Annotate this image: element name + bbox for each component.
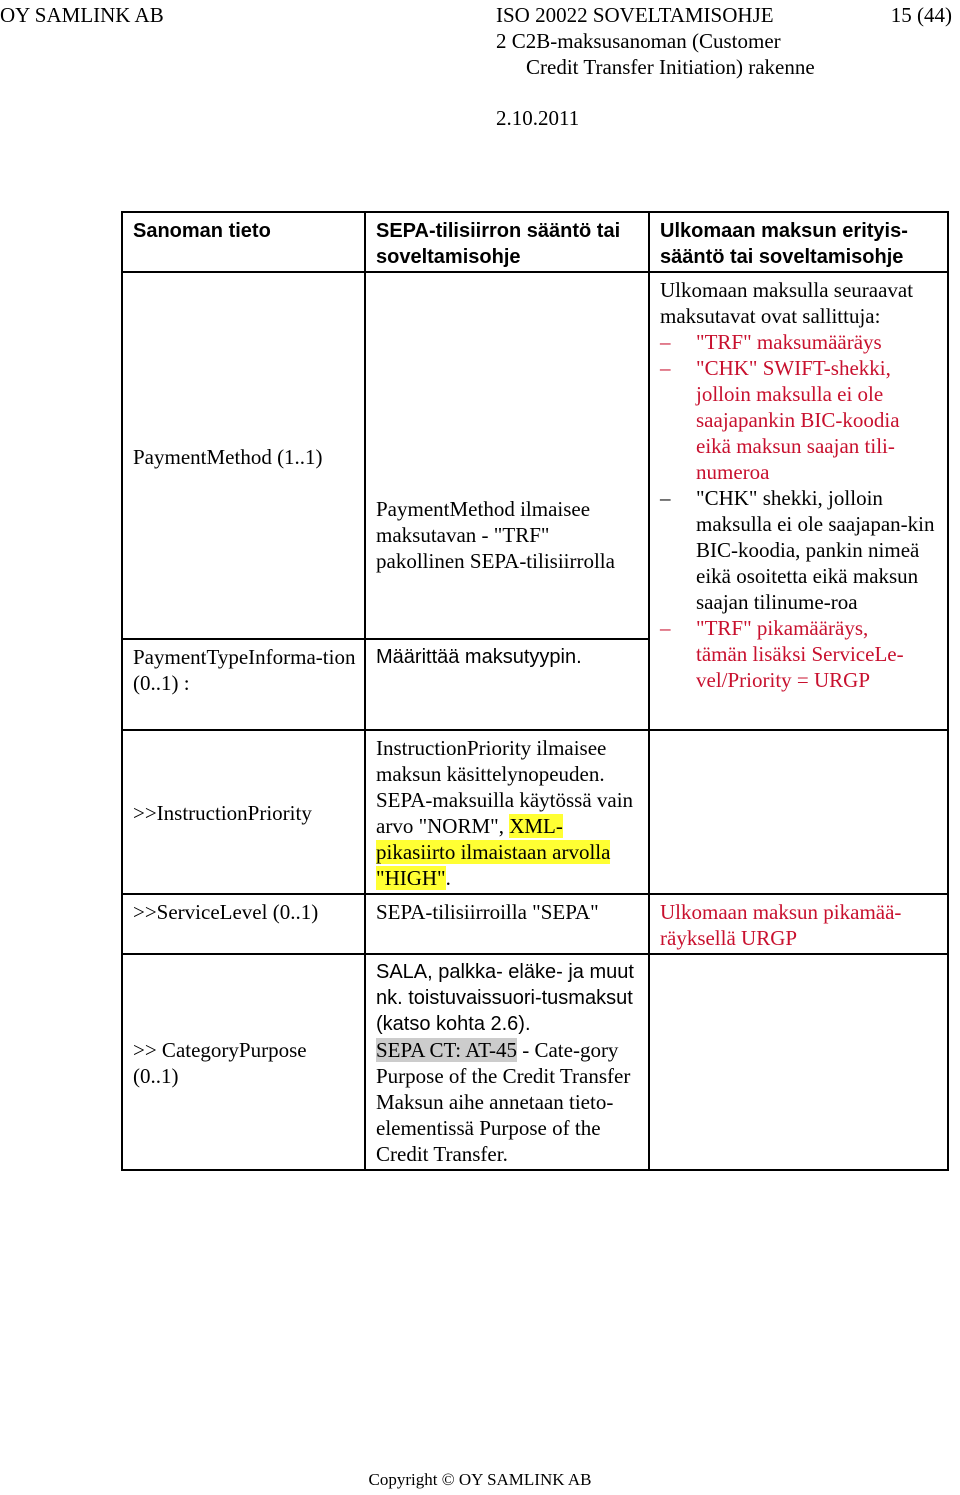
foreign-instruction-priority [649, 730, 948, 894]
list-item: – "CHK" shekki, jolloin maksulla ei ole saajapan-kin BIC-koodia, pankin nimeä eikä osoitetta eikä maksun saajan tilinume-roa [660, 485, 939, 615]
table-row-service-level [122, 894, 948, 954]
field-service-level: >>ServiceLevel (0..1) [122, 894, 365, 954]
sepa-category-line3: Maksun aihe annetaan tieto-elementissä Purpose of the Credit Transfer. [376, 1090, 614, 1166]
header-field: Sanoman tieto [122, 212, 365, 272]
table-header-row [122, 212, 948, 272]
sepa-payment-method: PaymentMethod ilmaisee maksutavan - "TRF" pakollinen SEPA-tilisiirrolla [365, 272, 649, 639]
sepa-service-level: SEPA-tilisiirroilla "SEPA" [365, 894, 649, 954]
header-section-line2: Credit Transfer Initiation) rakenne [526, 55, 815, 79]
sepa-instruction-text: InstructionPriority ilmaisee maksun käsittelynopeuden. SEPA-maksuilla käytössä vain arvo "NORM", [376, 736, 634, 838]
rules-table [121, 211, 949, 1171]
header-foreign-rule: Ulkomaan maksun erityis-sääntö tai soveltamisohje [649, 212, 948, 272]
table-row-payment-method [122, 272, 948, 639]
table-row-instruction-priority [122, 730, 948, 894]
sepa-category-line1: SALA, palkka- eläke- ja muut nk. toistuvaissuori-tusmaksut (katso kohta 2.6). [376, 961, 634, 1035]
foreign-methods-list [660, 329, 939, 641]
sepa-instruction-priority [365, 730, 649, 894]
list-item: – "CHK" SWIFT-shekki, jolloin maksulla ei ole saajapankin BIC-koodia eikä maksun saajan tili-numeroa [660, 355, 939, 485]
sepa-payment-type: Määrittää maksutyypin. [365, 639, 649, 730]
foreign-tail: tämän lisäksi ServiceLe-vel/Priority = URGP [696, 642, 904, 692]
header-company: OY SAMLINK AB [0, 3, 164, 27]
sepa-instruction-highlight: XML-pikasiirto ilmaistaan arvolla "HIGH" [376, 814, 611, 890]
field-category-purpose: >> CategoryPurpose (0..1) [122, 954, 365, 1170]
foreign-service-level: Ulkomaan maksun pikamää-räyksellä URGP [649, 894, 948, 954]
header-date: 2.10.2011 [496, 106, 580, 130]
list-item: – "TRF" pikamääräys, [660, 615, 939, 641]
header-page-number: 15 (44) [890, 3, 952, 27]
field-payment-type: PaymentTypeInforma-tion (0..1) : [122, 639, 365, 730]
table-row-category-purpose [122, 954, 948, 1170]
header-section-line1: 2 C2B-maksusanoman (Customer [496, 29, 781, 53]
header-doc-title: ISO 20022 SOVELTAMISOHJE [496, 3, 774, 27]
sepa-category-purpose [365, 954, 649, 1170]
list-item: – "TRF" maksumääräys [660, 329, 939, 355]
page-footer: Copyright © OY SAMLINK AB [368, 1470, 592, 1489]
foreign-intro: Ulkomaan maksulla seuraavat maksutavat ovat sallittuja: [660, 278, 914, 328]
sepa-category-line2: - Cate-gory Purpose of the Credit Transfer [376, 1038, 631, 1088]
sepa-category-ref: SEPA CT: AT-45 [376, 1038, 517, 1062]
foreign-category-purpose [649, 954, 948, 1170]
foreign-payment-method [649, 272, 948, 730]
header-sepa-rule: SEPA-tilisiirron sääntö tai soveltamisohje [365, 212, 649, 272]
sepa-instruction-end: . [445, 866, 451, 890]
field-payment-method: PaymentMethod (1..1) [122, 272, 365, 639]
field-instruction-priority: >>InstructionPriority [122, 730, 365, 894]
